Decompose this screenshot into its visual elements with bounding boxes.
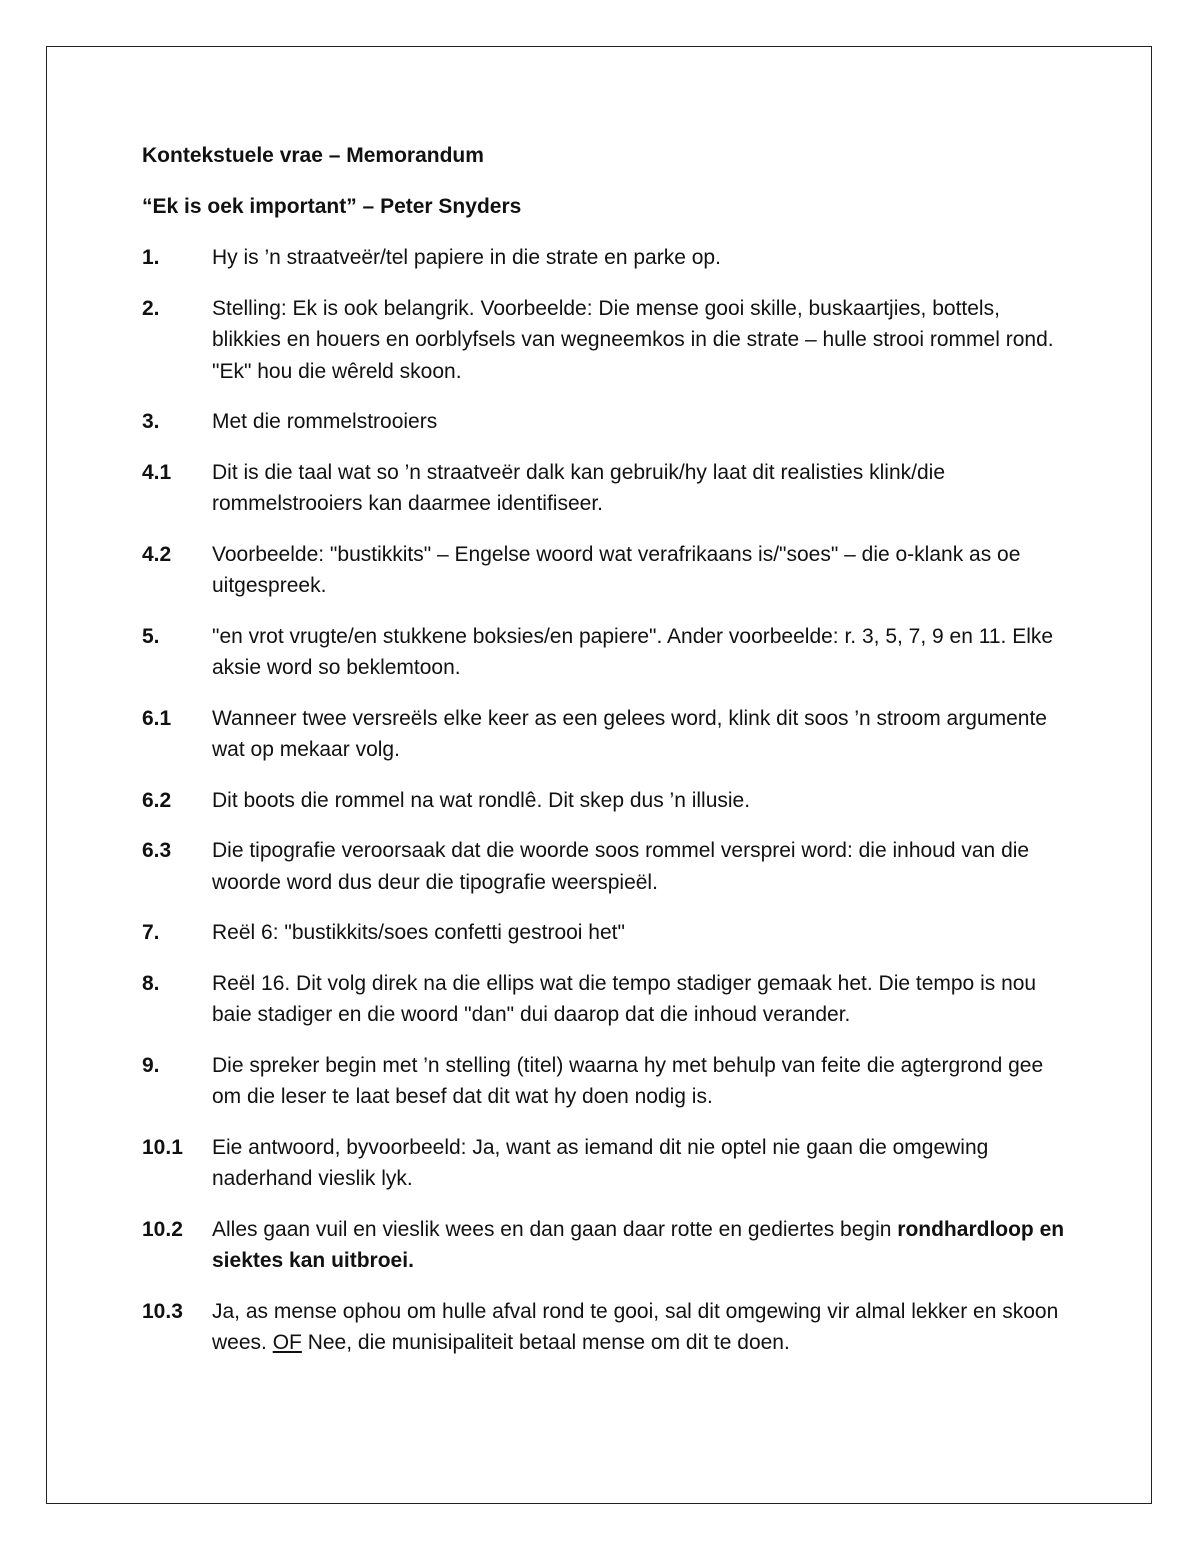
list-item: [142, 621, 1072, 684]
item-number: 10.1: [142, 1135, 183, 1159]
document-title: Kontekstuele vrae – Memorandum: [142, 144, 484, 167]
document-subtitle: “Ek is oek important” – Peter Snyders: [142, 195, 522, 218]
item-text: Wanneer twee versreëls elke keer as een gelees word, klink dit soos ’n stroom argumente wat op mekaar volg.: [212, 706, 1047, 761]
item-text: Hy is ’n straatveër/tel papiere in die strate en parke op.: [212, 246, 721, 269]
list-item: [142, 785, 1072, 817]
list-item: [142, 1296, 1072, 1359]
item-number: 1.: [142, 246, 160, 269]
item-text: Die spreker begin met ’n stelling (titel) waarna hy met behulp van feite die agtergrond gee om die leser te laat besef dat dit wat hy doen nodig is.: [212, 1053, 1044, 1108]
item-text-bold: rondhardloop en siektes kan uitbroei.: [212, 1217, 1065, 1272]
item-text: Eie antwoord, byvoorbeeld: Ja, want as iemand dit nie optel nie gaan die omgewing naderhand vieslik lyk.: [212, 1135, 989, 1190]
item-text-underlined: OF: [272, 1331, 302, 1354]
item-text: Die tipografie veroorsaak dat die woorde soos rommel versprei word: die inhoud van die woorde word dus deur die tipografie weerspieël.: [212, 839, 1030, 894]
item-text: "en vrot vrugte/en stukkene boksies/en papiere". Ander voorbeelde: r. 3, 5, 7, 9 en 11. Elke aksie word so beklemtoon.: [212, 624, 1054, 679]
list-item: [142, 293, 1072, 388]
list-item: [142, 1132, 1072, 1195]
list-item: [142, 1050, 1072, 1113]
answer-list: [142, 242, 1072, 1359]
item-number: 10.3: [142, 1299, 183, 1323]
item-number: 6.2: [142, 788, 172, 812]
item-text: Met die rommelstrooiers: [212, 410, 438, 433]
item-number: 8.: [142, 971, 160, 995]
list-item: [142, 539, 1072, 602]
list-item: [142, 917, 1072, 949]
item-number: 5.: [142, 624, 160, 648]
list-item: [142, 968, 1072, 1031]
list-item: [142, 1214, 1072, 1277]
item-number: 4.1: [142, 460, 172, 484]
item-number: 3.: [142, 410, 160, 433]
list-item: [142, 406, 1072, 438]
item-text: Stelling: Ek is ook belangrik. Voorbeelde: Die mense gooi skille, buskaartjies, bottels, blikkies en houers en oorblyfsels van wegneemkos in die strate – hulle strooi rommel rond. "Ek" hou die wêreld skoon.: [212, 296, 1054, 383]
item-text: Voorbeelde: "bustikkits" – Engelse woord wat verafrikaans is/"soes" – die o-klank as oe uitgespreek.: [212, 542, 1021, 597]
item-number: 6.3: [142, 839, 172, 862]
item-number: 4.2: [142, 542, 172, 566]
item-text: Reël 16. Dit volg direk na die ellips wat die tempo stadiger gemaak het. Die tempo is nou baie stadiger en die woord "dan" dui daarop dat die inhoud verander.: [212, 971, 1037, 1026]
item-text-plain: Alles gaan vuil en vieslik wees en dan gaan daar rotte en gediertes begin: [212, 1217, 898, 1241]
item-text: [212, 1214, 1072, 1277]
list-item: [142, 242, 1072, 274]
item-number: 10.2: [142, 1217, 183, 1241]
document-body: [142, 140, 1072, 1378]
item-number: 2.: [142, 296, 160, 320]
item-text: [212, 1296, 1072, 1359]
item-number: 6.1: [142, 706, 172, 730]
list-item: [142, 835, 1072, 898]
list-item: [142, 703, 1072, 766]
item-text-after: Nee, die munisipaliteit betaal mense om dit te doen.: [301, 1331, 790, 1354]
item-number: 9.: [142, 1053, 160, 1077]
list-item: [142, 457, 1072, 520]
item-text-before: Ja, as mense ophou om hulle afval rond te gooi, sal dit omgewing vir almal lekker en skoon wees.: [212, 1299, 1059, 1354]
item-text: Dit boots die rommel na wat rondlê. Dit skep dus ’n illusie.: [212, 788, 751, 812]
item-text: Reël 6: "bustikkits/soes confetti gestrooi het": [212, 921, 625, 944]
item-text: Dit is die taal wat so ’n straatveër dalk kan gebruik/hy laat dit realisties klink/die rommelstrooiers kan daarmee identifiseer.: [212, 460, 946, 515]
item-number: 7.: [142, 921, 160, 944]
